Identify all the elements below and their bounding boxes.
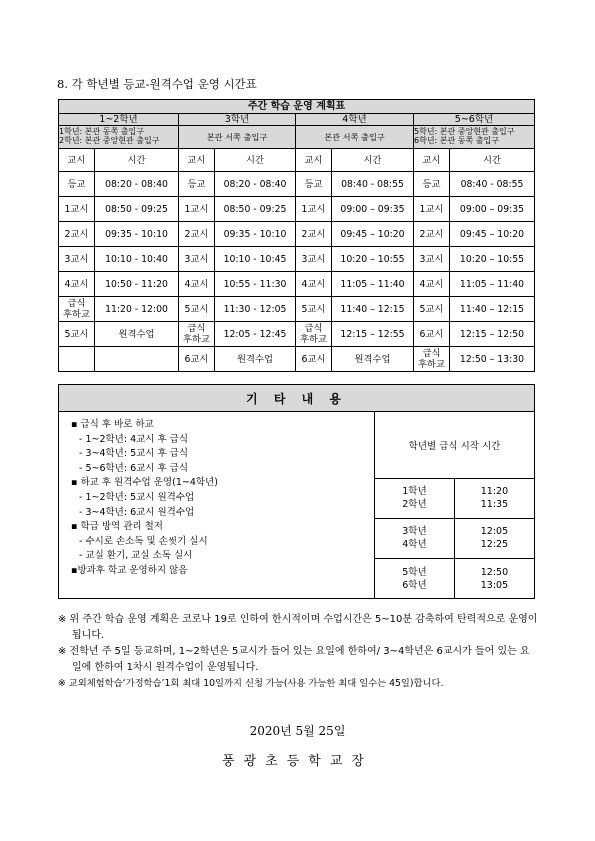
- time-cell: 09:45 – 10:20: [450, 222, 535, 247]
- time-cell: 08:50 - 09:25: [95, 197, 179, 222]
- time-cell: 11:05 – 11:40: [332, 272, 414, 297]
- meal-times: 11:20 11:35: [454, 478, 534, 518]
- time-cell: 08:20 - 08:40: [95, 172, 179, 197]
- time-cell: 11:40 – 12:15: [450, 297, 535, 322]
- col-header-period: 교시: [296, 149, 332, 172]
- grade-header-1-2: 1~2학년: [59, 114, 179, 126]
- meal-grades: 1학년 2학년: [375, 478, 454, 518]
- period-cell: 1교시: [296, 197, 332, 222]
- period-cell: 1교시: [414, 197, 450, 222]
- meal-time-table: [375, 412, 535, 599]
- table-row: [59, 222, 535, 247]
- period-cell: 3교시: [179, 247, 215, 272]
- grade-header-3: 3학년: [179, 114, 296, 126]
- time-cell: 10:10 - 10:40: [95, 247, 179, 272]
- meal-row: [375, 478, 534, 518]
- period-cell: 2교시: [296, 222, 332, 247]
- time-cell: 11:30 - 12:05: [215, 297, 296, 322]
- table-row: [59, 272, 535, 297]
- weekly-schedule-table: [58, 99, 535, 372]
- entrance-line: 6학년: 본관 동쪽 출입구: [414, 136, 499, 145]
- list-item: - 수시로 손소독 및 손씻기 실시: [79, 535, 208, 547]
- period-cell: 급식 후하교: [414, 347, 450, 372]
- time-cell: 09:45 – 10:20: [332, 222, 414, 247]
- period-cell: 4교시: [414, 272, 450, 297]
- period-cell: 등교: [59, 172, 95, 197]
- time-cell: 원격수업: [332, 347, 414, 372]
- time-cell: 09:35 - 10:10: [215, 222, 296, 247]
- meal-row: [375, 518, 534, 558]
- list-item: ▪ 학급 방역 관리 철저: [71, 521, 163, 533]
- list-item: - 교실 환기, 교실 소독 실시: [79, 550, 193, 562]
- entrance-3: 본관 서쪽 출입구: [179, 126, 296, 149]
- meal-times: 12:50 13:05: [480, 566, 509, 591]
- time-cell: 09:35 - 10:10: [95, 222, 179, 247]
- period-cell: 급식 후하교: [59, 297, 95, 322]
- time-cell: 12:50 – 13:30: [450, 347, 535, 372]
- list-item: ▪ 급식 후 바로 하교: [71, 419, 154, 430]
- meal-time-title: 학년별 급식 시작 시간: [375, 412, 534, 478]
- table-row: [59, 197, 535, 222]
- section-heading: 8. 각 학년별 등교-원격수업 운영 시간표: [57, 77, 257, 91]
- time-cell: 12:15 – 12:55: [332, 322, 414, 347]
- time-cell: 08:40 - 08:55: [450, 172, 535, 197]
- note-1: ※ 위 주간 학습 운영 계획은 코로나 19로 인하여 한시적이며 수업시간은 5~10분 감축하여 탄력적으로 운영이 됩니다.: [58, 614, 538, 641]
- period-cell: 3교시: [414, 247, 450, 272]
- period-cell: 2교시: [414, 222, 450, 247]
- time-cell: 12:05 - 12:45: [215, 322, 296, 347]
- list-item: ▪ 하교 후 원격수업 운영(1~4학년): [71, 477, 218, 489]
- period-cell: [59, 347, 95, 372]
- period-cell: 급식 후하교: [296, 322, 332, 347]
- time-cell: 10:10 - 10:45: [215, 247, 296, 272]
- period-cell: 5교시: [296, 297, 332, 322]
- entrance-1-2: [59, 126, 179, 149]
- table-row: [59, 322, 535, 347]
- entrance-line: 1학년: 본관 동쪽 출입구: [59, 127, 144, 137]
- schedule-title: 주간 학습 운영 계획표: [59, 100, 535, 114]
- period-cell: 등교: [179, 172, 215, 197]
- table-row: [59, 247, 535, 272]
- period-cell: 5교시: [414, 297, 450, 322]
- col-header-time: 시간: [332, 149, 414, 172]
- period-cell: 3교시: [59, 247, 95, 272]
- table-row: [59, 347, 535, 372]
- list-item: - 3~4학년: 6교시 원격수업: [79, 506, 195, 518]
- time-cell: 09:00 – 09:35: [450, 197, 535, 222]
- list-item: ▪방과후 학교 운영하지 않음: [71, 564, 188, 576]
- period-cell: 3교시: [296, 247, 332, 272]
- col-header-time: 시간: [95, 149, 179, 172]
- time-cell: 11:40 – 12:15: [332, 297, 414, 322]
- meal-grades: 3학년 4학년: [375, 518, 454, 558]
- time-cell: 10:20 – 10:55: [450, 247, 535, 272]
- time-cell: 원격수업: [95, 322, 179, 347]
- time-cell: 10:50 - 11:20: [95, 272, 179, 297]
- time-cell: 11:05 – 11:40: [450, 272, 535, 297]
- time-cell: 11:20 - 12:00: [95, 297, 179, 322]
- table-row: [59, 172, 535, 197]
- meal-grades: 5학년 6학년: [375, 559, 454, 598]
- list-item: - 3~4학년: 5교시 후 급식: [79, 448, 189, 460]
- grade-header-5-6: 5~6학년: [414, 114, 535, 126]
- period-cell: 등교: [414, 172, 450, 197]
- note-2: ※ 전학년 주 5일 등교하며, 1~2학년은 5교시가 들어 있는 요일에 한하여/ 3~4학년은 6교시가 들어 있는 요일에 한하여 1차시 원격수업이 운영됩니다.: [58, 646, 530, 673]
- notes: [58, 612, 538, 692]
- period-cell: 급식 후하교: [179, 322, 215, 347]
- entrance-4: 본관 서쪽 출입구: [296, 126, 414, 149]
- time-cell: 12:15 – 12:50: [450, 322, 535, 347]
- period-cell: 2교시: [179, 222, 215, 247]
- school-principal: 풍광초등학교장: [222, 754, 373, 769]
- list-item: - 1~2학년: 5교시 원격수업: [79, 491, 195, 503]
- period-cell: 2교시: [59, 222, 95, 247]
- col-header-period: 교시: [179, 149, 215, 172]
- document-date: 2020년 5월 25일: [249, 724, 346, 738]
- note-3: ※ 교외체험학습‘가정학습’1회 최대 10일까지 신청 가능(사용 가능한 최대 일수는 45일)합니다.: [58, 678, 444, 689]
- period-cell: 6교시: [414, 322, 450, 347]
- entrance-line: 5학년: 본관 중앙현관 출입구: [414, 127, 515, 137]
- period-cell: 5교시: [179, 297, 215, 322]
- meal-row: [375, 559, 534, 598]
- period-cell: 1교시: [179, 197, 215, 222]
- time-cell: 08:40 - 08:55: [332, 172, 414, 197]
- period-cell: 5교시: [59, 322, 95, 347]
- time-cell: 09:00 – 09:35: [332, 197, 414, 222]
- period-cell: 6교시: [179, 347, 215, 372]
- period-cell: 4교시: [59, 272, 95, 297]
- time-cell: 08:20 - 08:40: [215, 172, 296, 197]
- list-item: - 1~2학년: 4교시 후 급식: [79, 433, 189, 445]
- col-header-time: 시간: [215, 149, 296, 172]
- time-cell: [95, 347, 179, 372]
- table-row: [59, 297, 535, 322]
- entrance-5-6: [414, 126, 535, 149]
- other-info-table: [58, 384, 535, 599]
- other-info-list: [59, 412, 375, 599]
- grade-header-4: 4학년: [296, 114, 414, 126]
- col-header-time: 시간: [450, 149, 535, 172]
- col-header-period: 교시: [414, 149, 450, 172]
- col-header-period: 교시: [59, 149, 95, 172]
- time-cell: 10:20 – 10:55: [332, 247, 414, 272]
- other-info-title: 기 타 내 용: [59, 385, 535, 412]
- period-cell: 6교시: [296, 347, 332, 372]
- time-cell: 원격수업: [215, 347, 296, 372]
- meal-times: 12:05 12:25: [454, 518, 534, 558]
- list-item: - 5~6학년: 6교시 후 급식: [79, 462, 189, 474]
- period-cell: 등교: [296, 172, 332, 197]
- period-cell: 1교시: [59, 197, 95, 222]
- time-cell: 08:50 - 09:25: [215, 197, 296, 222]
- entrance-line: 2학년: 본관 중앙현관 출입구: [59, 136, 160, 145]
- period-cell: 4교시: [179, 272, 215, 297]
- time-cell: 10:55 - 11:30: [215, 272, 296, 297]
- period-cell: 4교시: [296, 272, 332, 297]
